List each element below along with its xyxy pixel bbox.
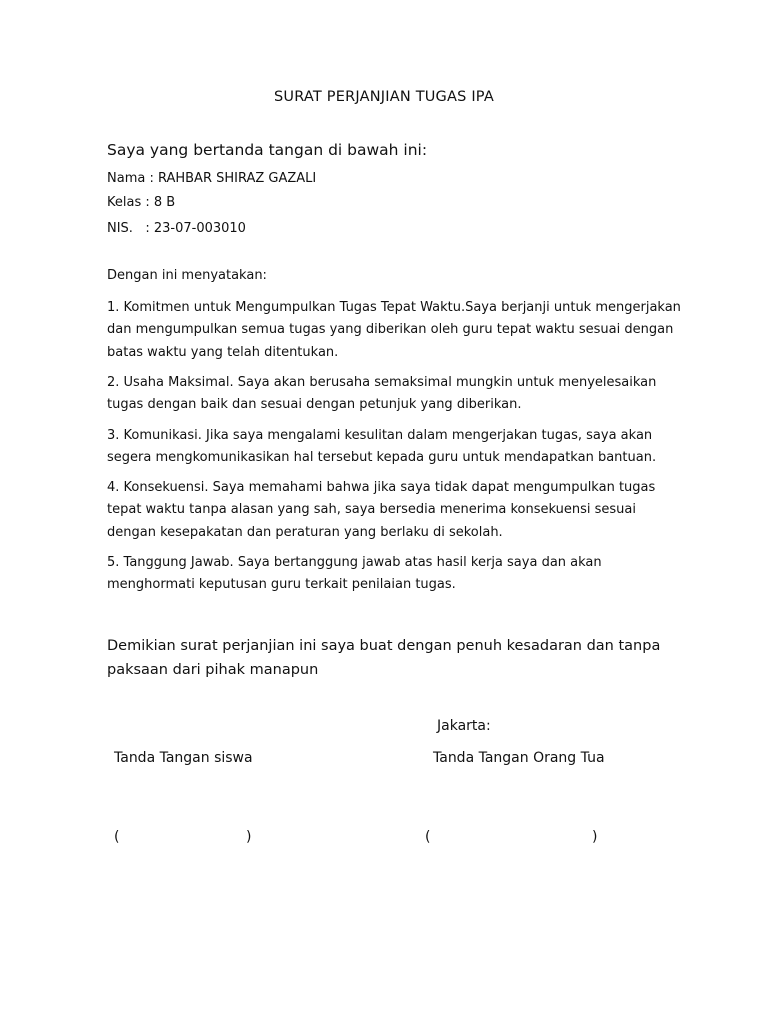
student-signature-label: Tanda Tangan siswa xyxy=(114,750,253,766)
statement-item-5: 5. Tanggung Jawab. Saya bertanggung jawab atas hasil kerja saya dan akan menghormati keputusan guru terkait penilaian tugas. xyxy=(107,555,602,593)
statement-heading: Dengan ini menyatakan: xyxy=(107,268,267,283)
field-kelas: Kelas : 8 B xyxy=(107,195,176,210)
document-title: SURAT PERJANJIAN TUGAS IPA xyxy=(274,89,494,105)
statement-item-4: 4. Konsekuensi. Saya memahami bahwa jika saya tidak dapat mengumpulkan tugas tepat waktu tanpa alasan yang sah, saya bersedia menerima konsekuensi sesuai dengan kesepakatan dan peraturan yang berlaku di sekolah. xyxy=(107,480,656,540)
student-signature-open-paren: ( xyxy=(114,829,120,845)
parent-signature-close-paren: ) xyxy=(592,829,598,845)
statement-item-3: 3. Komunikasi. Jika saya mengalami kesulitan dalam mengerjakan tugas, saya akan segera mengkomunikasikan hal tersebut kepada guru untuk mendapatkan bantuan. xyxy=(107,428,657,466)
parent-signature-open-paren: ( xyxy=(425,829,431,845)
place-label: Jakarta: xyxy=(437,718,491,734)
field-nama: Nama : RAHBAR SHIRAZ GAZALI xyxy=(107,171,317,186)
field-nis: NIS. : 23-07-003010 xyxy=(107,221,246,236)
parent-signature-label: Tanda Tangan Orang Tua xyxy=(433,750,605,766)
student-signature-close-paren: ) xyxy=(246,829,252,845)
closing-text: Demikian surat perjanjian ini saya buat dengan penuh kesadaran dan tanpa paksaan dari pihak manapun xyxy=(107,638,661,678)
statement-item-1: 1. Komitmen untuk Mengumpulkan Tugas Tepat Waktu.Saya berjanji untuk mengerjakan dan mengumpulkan semua tugas yang diberikan oleh guru tepat waktu sesuai dengan batas waktu yang telah ditentukan. xyxy=(107,300,681,360)
statement-item-2: 2. Usaha Maksimal. Saya akan berusaha semaksimal mungkin untuk menyelesaikan tugas dengan baik dan sesuai dengan petunjuk yang diberikan. xyxy=(107,375,657,413)
intro-text: Saya yang bertanda tangan di bawah ini: xyxy=(107,141,428,159)
